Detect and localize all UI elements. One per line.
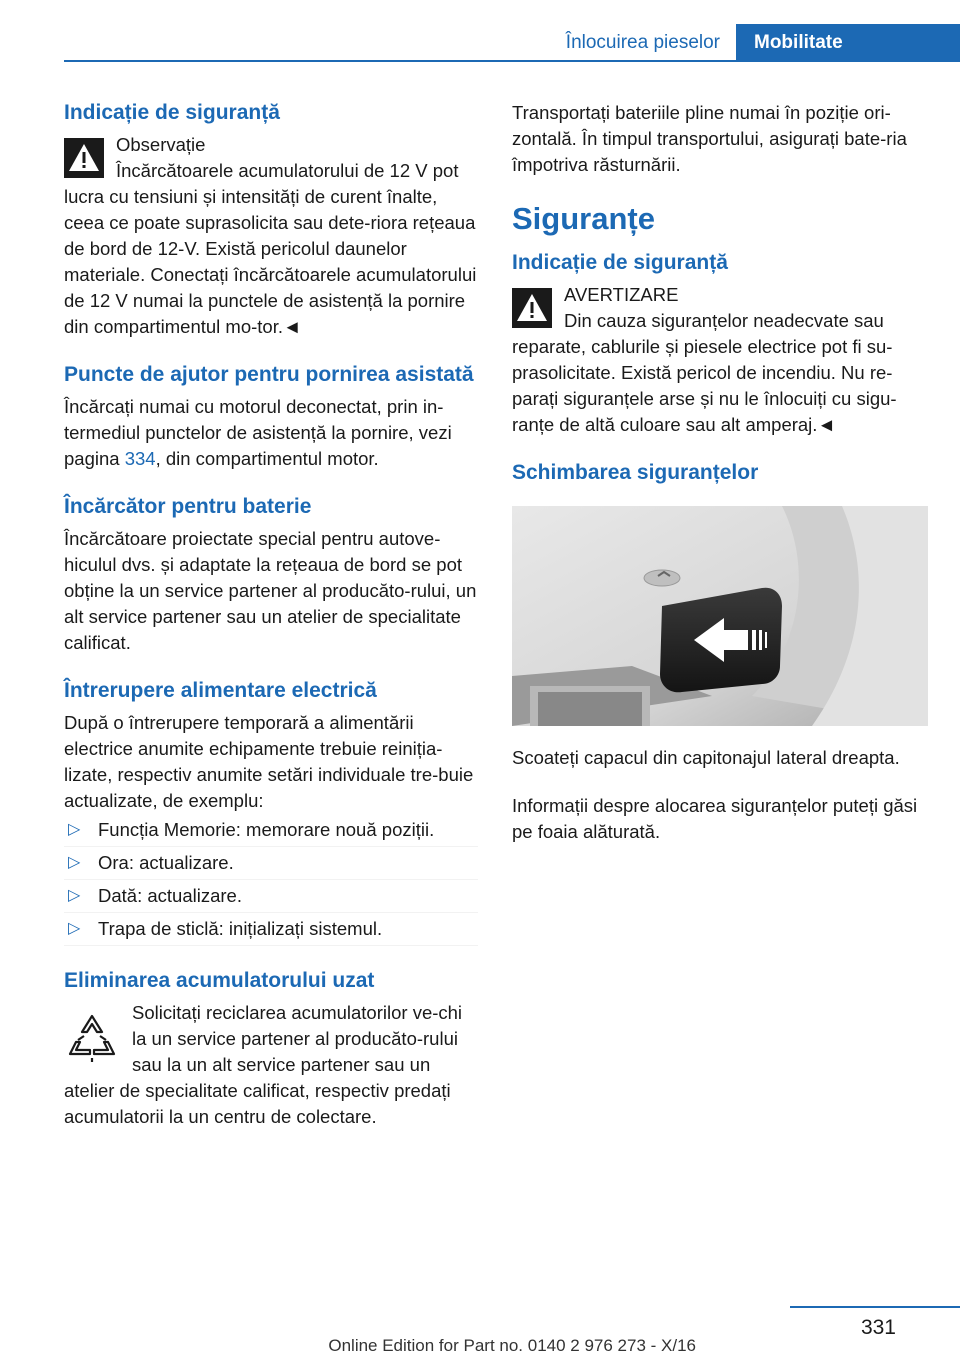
change-fuses-heading: Schimbarea siguranțelor (512, 461, 759, 484)
header-rule (64, 60, 960, 62)
page-number: 331 (860, 1316, 896, 1339)
charger-heading: Încărcător pentru baterie (64, 495, 312, 518)
right-column (512, 100, 928, 845)
disposal-text: Solicitați reciclarea acumulatorilor ve-chi la un service partener al producăto-rului sau la un alt service partener sau un atelier de specialitate calificat, respectiv predați acumulatorii la un centru de colectare. (64, 1002, 463, 1127)
left-column (64, 100, 478, 1152)
safety-heading: Indicație de siguranță (64, 101, 280, 124)
fuse-warning-label: AVERTIZARE (564, 284, 679, 305)
power-text: După o întrerupere temporară a alimentării electrice anumite echipamente trebuie reiniția-lizate, respectiv anumite setări individuale tre-buie actualizate, de exemplu: (64, 712, 474, 811)
fuse-safety-section (512, 250, 928, 438)
transport-text: Transportați bateriile pline numai în poziție ori-zontală. În timpul transportului, asigurați bate-ria împotriva răsturnării. (512, 102, 907, 175)
warning-triangle-icon (64, 138, 104, 178)
warning-triangle-icon (512, 288, 552, 328)
list-item: ▷ Trapa de sticlă: inițializați sistemul. (64, 913, 478, 946)
jump-start-section (64, 362, 478, 472)
footer-rule (790, 1306, 960, 1308)
list-item: ▷ Dată: actualizare. (64, 880, 478, 913)
triangle-bullet-icon: ▷ (68, 854, 81, 871)
charger-text: Încărcătoare proiectate special pentru autove-hiculul dvs. și adaptate la rețeaua de bord se pot obține la un service partener al producăto-rului, un alt service partener sau un atelier de specialitate calificat. (64, 528, 477, 653)
edition-footer: Online Edition for Part no. 0140 2 976 273 - X/16 (328, 1336, 696, 1355)
safety-label: Observație (116, 134, 206, 155)
page-reference-link[interactable]: 334 (124, 448, 156, 469)
charger-section (64, 494, 478, 656)
warning-block (64, 132, 478, 340)
reset-list (64, 814, 478, 946)
jump-start-text: Încărcați numai cu motorul deconectat, prin in-termediul punctelor de asistență la pornire, vezi pagina 334, din compartimentul motor. (64, 396, 452, 469)
fuse-cover-photo (512, 506, 928, 726)
list-item: ▷ Ora: actualizare. (64, 847, 478, 880)
recycle-icon (64, 1010, 120, 1066)
fuse-info-text: Informații despre alocarea siguranțelor puteți găsi pe foaia alăturată. (512, 795, 918, 842)
list-item: ▷ Funcția Memorie: memorare nouă poziții. (64, 814, 478, 847)
running-header-chapter: Mobilitate (736, 24, 960, 62)
disposal-section (64, 968, 478, 1130)
disposal-heading: Eliminarea acumulatorului uzat (64, 969, 375, 992)
power-heading: Întrerupere alimentare electrică (64, 679, 377, 702)
fuse-safety-heading: Indicație de siguranță (512, 251, 728, 274)
triangle-bullet-icon: ▷ (68, 920, 81, 937)
safety-note-section (64, 100, 478, 340)
change-fuses-section (512, 460, 928, 845)
fuses-title: Siguranțe (512, 201, 655, 236)
jump-start-heading: Puncte de ajutor pentru pornirea asistată (64, 363, 474, 386)
triangle-bullet-icon: ▷ (68, 821, 81, 838)
fuse-warning-text: Din cauza siguranțelor neadecvate sau reparate, cablurile și piesele electrice pot fi su-prasolicitate. Există pericol de incendiu. Nu re-parați siguranțele arse și nu le înlocuiți cu sigu-ranțe de altă culoare sau alt amperaj.◄ (512, 310, 897, 435)
running-header-section: Înlocuirea pieselor (565, 32, 720, 53)
triangle-bullet-icon: ▷ (68, 887, 81, 904)
photo-caption: Scoateți capacul din capitonajul lateral dreapta. (512, 747, 900, 768)
power-interruption-section (64, 678, 478, 946)
safety-text: Încărcătoarele acumulatorului de 12 V pot lucra cu tensiuni și intensități de curent înalte, ceea ce poate suprasolicita sau dete-riora rețeaua de bord de 12-V. Există pericolul daunelor materiale. Conectați încărcătoarele acumulatorului de 12 V numai la punctele de asistență la pornire din compartimentul mo-tor.◄ (64, 160, 477, 337)
